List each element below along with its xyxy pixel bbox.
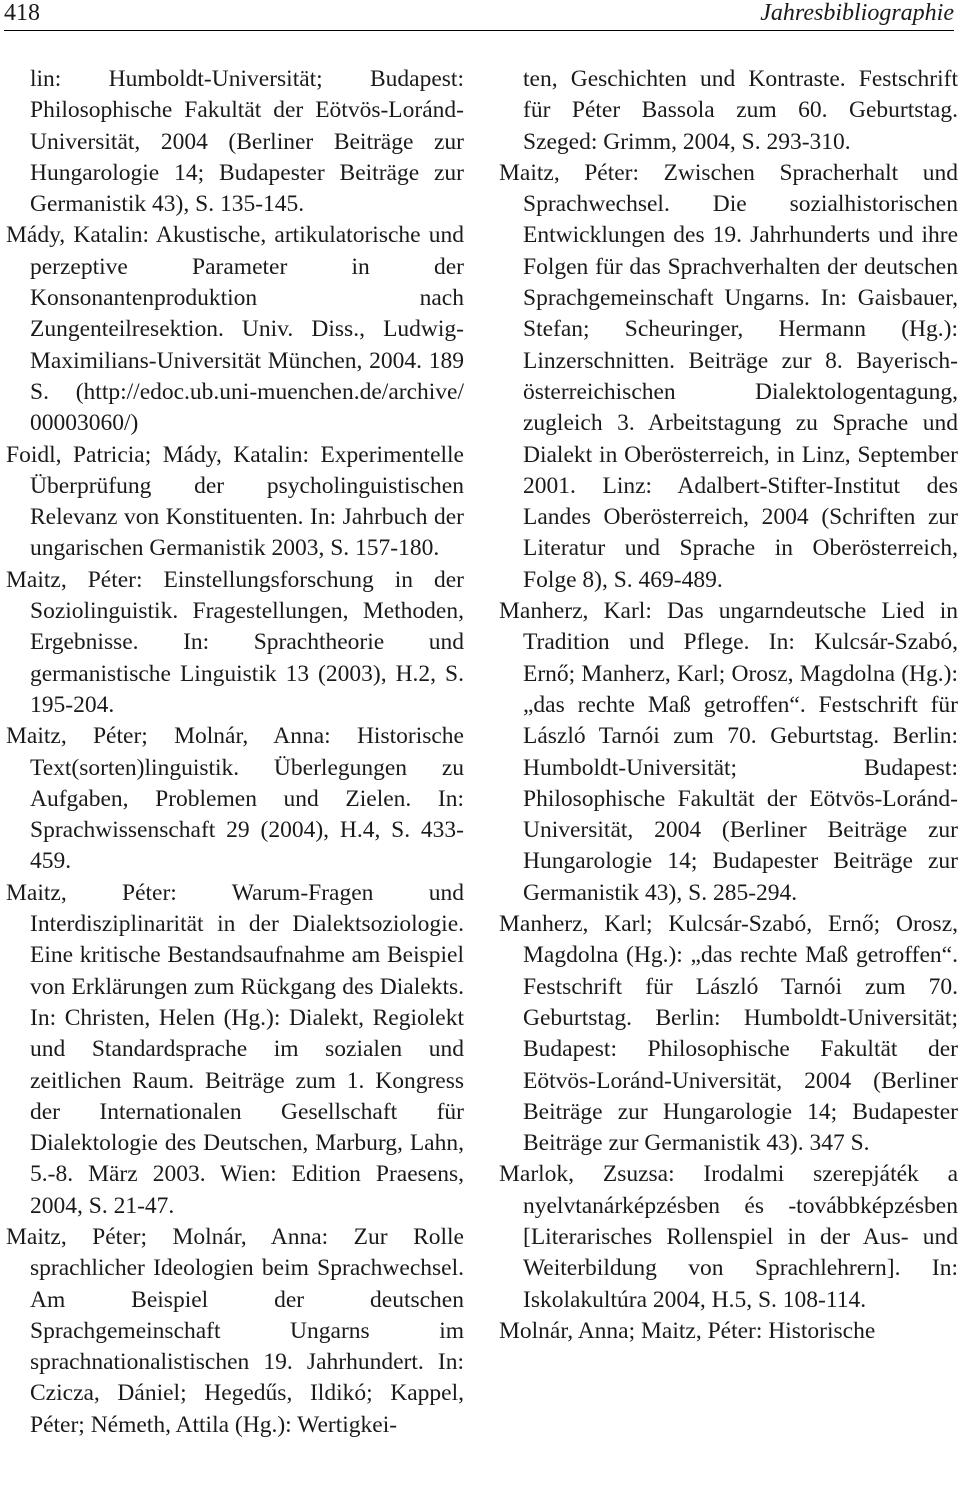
page-header bbox=[4, 0, 954, 31]
page-number: 418 bbox=[4, 0, 40, 26]
right-column bbox=[499, 64, 958, 1347]
bibliography-entry: Maitz, Péter: Warum-Fragen und Interdisziplinarität in der Dialektsoziologie. Eine kritische Bestandsaufnahme am Beispiel von Erklärungen zum Rückgang des Dialekts. In: Christen, Helen (Hg.): Dialekt, Regiolekt und Standardsprache im sozialen und zeitlichen Raum. Beiträge zum 1. Kongress der Internationalen Gesellschaft für Dialektologie des Deutschen, Marburg, Lahn, 5.-8. März 2003. Wien: Edition Praesens, 2004, S. 21-47. bbox=[6, 879, 464, 1219]
bibliography-entry: Manherz, Karl; Kulcsár-Szabó, Ernő; Orosz, Magdolna (Hg.): „das rechte Maß getroffen“. Festschrift für László Tarnói zum 70. Geburtstag. Berlin: Humboldt-Universität; Budapest: Philosophische Fakultät der Eötvös-Loránd-Universität, 2004 (Berliner Beiträge zur Hungarologie 14; Budapester Beiträge zur Germanistik 43). 347 S. bbox=[499, 911, 958, 1157]
bibliography-entry: Maitz, Péter: Einstellungsforschung in der Soziolinguistik. Fragestellungen, Methoden, Ergebnisse. In: Sprachtheorie und germanistische Linguistik 13 (2003), H.2, S. 195-204. bbox=[6, 566, 464, 718]
bibliography-entry: Foidl, Patricia; Mády, Katalin: Experimentelle Überprüfung der psycholinguistischen Relevanz von Konstituenten. In: Jahrbuch der ungarischen Germanistik 2003, S. 157-180. bbox=[6, 441, 464, 562]
bibliography-entry: lin: Humboldt-Universität; Budapest: Philosophische Fakultät der Eötvös-Loránd-Universität, 2004 (Berliner Beiträge zur Hungarologie 14; Budapester Beiträge zur Germanistik 43), S. 135-145. bbox=[30, 66, 464, 218]
bibliography-entry: ten, Geschichten und Kontraste. Festschrift für Péter Bassola zum 60. Geburtstag. Szeged: Grimm, 2004, S. 293-310. bbox=[523, 66, 958, 155]
bibliography-entry: Manherz, Karl: Das ungarndeutsche Lied in Tradition und Pflege. In: Kulcsár-Szabó, Ernő; Manherz, Karl; Orosz, Magdolna (Hg.): „das rechte Maß getroffen“. Festschrift für László Tarnói zum 70. Geburtstag. Berlin: Humboldt-Universität; Budapest: Philosophische Fakultät der Eötvös-Loránd-Universität, 2004 (Berliner Beiträge zur Hungarologie 14; Budapester Beiträge zur Germanistik 43), S. 285-294. bbox=[499, 598, 958, 906]
bibliography-entry: Molnár, Anna; Maitz, Péter: Historische bbox=[499, 1317, 876, 1344]
bibliography-entry: Marlok, Zsuzsa: Irodalmi szerepjáték a nyelvtanárképzésben és -továbbképzésben [Literarisches Rollenspiel in der Aus- und Weiterbildung von Sprachlehrern]. In: Iskolakultúra 2004, H.5, S. 108-114. bbox=[499, 1161, 958, 1313]
left-column bbox=[6, 64, 464, 1441]
running-head: Jahresbibliographie bbox=[760, 0, 954, 26]
bibliography-entry: Maitz, Péter; Molnár, Anna: Historische Text(sorten)linguistik. Überlegungen zu Aufgaben, Problemen und Zielen. In: Sprachwissenschaft 29 (2004), H.4, S. 433-459. bbox=[6, 723, 464, 875]
bibliography-entry: Mády, Katalin: Akustische, artikulatorische und perzeptive Parameter in der Konsonantenproduktion nach Zungenteilresektion. Univ. Diss., Ludwig-Maximilians-Universität München, 2004. 189 S. (http://edoc.ub.uni-muenchen.de/archive/ 00003060/) bbox=[6, 222, 464, 437]
bibliography-entry: Maitz, Péter: Zwischen Spracherhalt und Sprachwechsel. Die sozialhistorischen Entwicklungen des 19. Jahrhunderts und ihre Folgen für das Sprachverhalten der deutschen Sprachgemeinschaft Ungarns. In: Gaisbauer, Stefan; Scheuringer, Hermann (Hg.): Linzerschnitten. Beiträge zur 8. Bayerisch-österreichischen Dialektologentagung, zugleich 3. Arbeitstagung zu Sprache und Dialekt in Oberösterreich, in Linz, September 2001. Linz: Adalbert-Stifter-Institut des Landes Oberösterreich, 2004 (Schriften zur Literatur und Sprache in Oberösterreich, Folge 8), S. 469-489. bbox=[499, 159, 958, 593]
bibliography-entry: Maitz, Péter; Molnár, Anna: Zur Rolle sprachlicher Ideologien beim Sprachwechsel. Am Beispiel der deutschen Sprachgemeinschaft Ungarns im sprachnationalistischen 19. Jahrhundert. In: Czicza, Dániel; Hegedűs, Ildikó; Kappel, Péter; Németh, Attila (Hg.): Wertigkei- bbox=[6, 1223, 464, 1438]
